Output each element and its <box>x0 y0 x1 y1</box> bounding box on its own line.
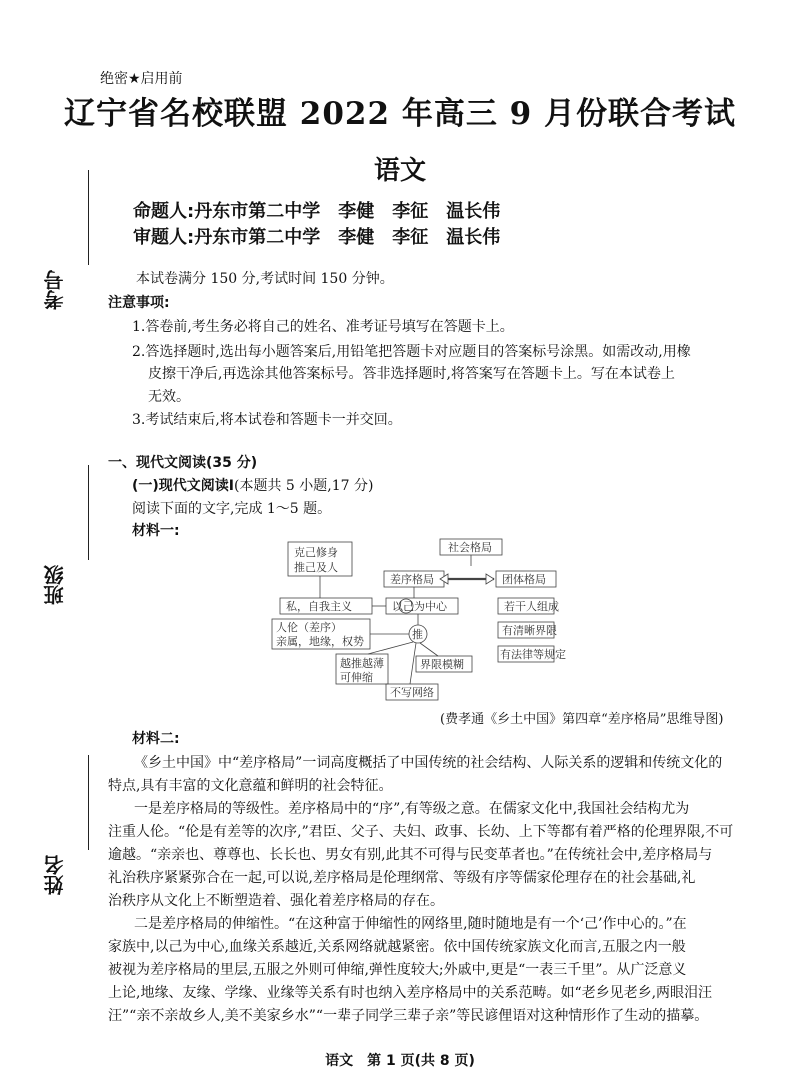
node-label: 差序格局 <box>390 573 434 586</box>
confidential-mark: 绝密★启用前 <box>100 71 183 87</box>
node-label: 界限模糊 <box>420 658 464 671</box>
note-item: 无效。 <box>148 389 190 405</box>
node-label: 可伸缩 <box>340 671 373 684</box>
node-label: 若干人组成 <box>504 600 559 613</box>
diagram-caption: (费孝通《乡土中国》第四章“差序格局”思维导图) <box>440 712 724 727</box>
node-label: 有清晰界限 <box>502 624 557 637</box>
node-label: 推己及人 <box>294 561 338 574</box>
material-two-label: 材料二: <box>132 731 180 747</box>
exam-number-field <box>40 170 90 320</box>
page-footer: 语文 第 1 页(共 8 页) <box>325 1053 475 1069</box>
class-label: 班级 <box>43 565 67 605</box>
class-line <box>88 465 89 560</box>
question-reviewers: 审题人:丹东市第二中学 李健 李征 温长伟 <box>133 227 501 248</box>
notes-title: 注意事项: <box>108 295 170 311</box>
passage-line: 注重人伦。“伦是有差等的次序,”君臣、父子、夫妇、政事、长幼、上下等都有着严格的伦理界限,不可 <box>108 824 734 840</box>
node-label: 亲属，地缘，权势 <box>276 635 364 648</box>
note-item: 3.考试结束后,将本试卷和答题卡一并交回。 <box>132 412 402 428</box>
question-setters: 命题人:丹东市第二中学 李健 李征 温长伟 <box>133 201 501 222</box>
passage-line: 逾越。“亲亲也、尊尊也、长长也、男女有别,此其不可得与民变革者也。”在传统社会中,差序格局与 <box>108 847 713 863</box>
note-item: 皮擦干净后,再选涂其他答案标号。答非选择题时,将答案写在答题卡上。写在本试卷上 <box>148 366 675 382</box>
name-label: 姓名 <box>43 855 67 895</box>
node-label: 团体格局 <box>502 573 546 586</box>
subject-title: 语文 <box>373 156 426 186</box>
note-item: 2.答选择题时,选出每小题答案后,用铅笔把答题卡对应题目的答案标号涂黑。如需改动,用橡 <box>132 344 691 360</box>
material-one-label: 材料一: <box>132 523 180 539</box>
name-line <box>88 755 89 850</box>
passage-line: 上论,地缘、友缘、学缘、业缘等关系有时也纳入差序格局中的关系范畴。如“老乡见老乡,两眼泪汪 <box>108 985 713 1001</box>
exam-number-label: 考号 <box>43 270 67 310</box>
note-item: 1.答卷前,考生务必将自己的姓名、准考证号填写在答题卡上。 <box>132 319 514 335</box>
section-heading: 一、现代文阅读(35 分) <box>108 455 258 471</box>
node-label: 人伦（差序） <box>276 621 342 634</box>
passage-line: 《乡土中国》中“差序格局”一词高度概括了中国传统的社会结构、人际关系的逻辑和传统文化的 <box>134 755 723 771</box>
node-label: 克己修身 <box>294 546 338 559</box>
node-label: 不写网络 <box>390 686 434 699</box>
exam-title: 辽宁省名校联盟 2022 年高三 9 月份联合考试 <box>63 96 737 132</box>
node-label: 私，自我主义 <box>286 600 352 613</box>
node-label: 有法律等规定 <box>500 648 566 661</box>
sub-heading-title: (一)现代文阅读Ⅰ <box>132 478 235 494</box>
exam-intro: 本试卷满分 150 分,考试时间 150 分钟。 <box>136 271 394 287</box>
connector <box>368 642 413 654</box>
node-label: 推 <box>412 628 423 641</box>
arrow-head-right <box>486 574 494 584</box>
passage-line: 被视为差序格局的里层,五服之外则可伸缩,弹性度较大;外戚中,更是“一表三千里”。从广泛意义 <box>108 962 687 978</box>
mind-map-svg <box>268 536 566 706</box>
reading-direction: 阅读下面的文字,完成 1～5 题。 <box>132 501 332 517</box>
connector <box>420 643 438 656</box>
passage-line: 二是差序格局的伸缩性。“在这种富于伸缩性的网络里,随时随地是有一个‘己’作中心的。”在 <box>134 916 687 932</box>
sub-heading-detail: (本题共 5 小题,17 分) <box>234 478 374 494</box>
connector <box>410 643 416 684</box>
mind-map-diagram <box>268 536 566 706</box>
node-label: 以己为中心 <box>392 600 447 613</box>
passage-line: 家族中,以己为中心,血缘关系越近,关系网络就越紧密。依中国传统家族文化而言,五服之内一般 <box>108 939 686 955</box>
sub-heading <box>132 475 373 498</box>
node-label: 越推越薄 <box>340 657 384 670</box>
class-field <box>40 465 90 615</box>
exam-number-line <box>88 170 89 265</box>
passage-line: 一是差序格局的等级性。差序格局中的“序”,有等级之意。在儒家文化中,我国社会结构尤为 <box>134 801 690 817</box>
passage-line: 特点,具有丰富的文化意蕴和鲜明的社会特征。 <box>108 778 393 794</box>
name-field <box>40 755 90 905</box>
passage-line: 礼治秩序紧紧弥合在一起,可以说,差序格局是伦理纲常、等级有序等儒家伦理存在的社会基础,礼 <box>108 870 696 886</box>
passage-line: 治秩序从文化上不断塑造着、强化着差序格局的存在。 <box>108 893 444 909</box>
passage-line: 汪”“亲不亲故乡人,美不美家乡水”“一辈子同学三辈子亲”等民谚俚语对这种情形作了生动的描摹。 <box>108 1008 709 1024</box>
node-label: 社会格局 <box>448 541 492 554</box>
